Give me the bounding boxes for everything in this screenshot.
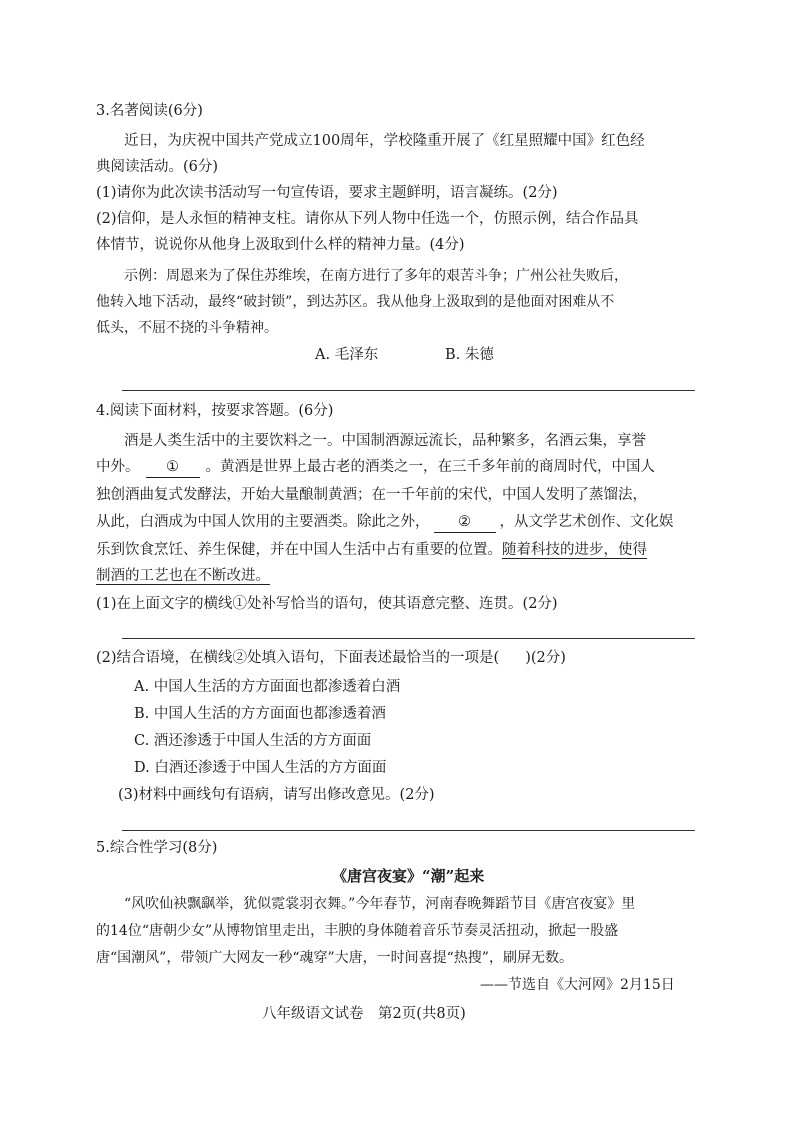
- q5-heading: 5.综合性学习(8分): [96, 840, 218, 856]
- q5-article-line-2: 的14位“唐朝少女”从博物馆里走出，丰腴的身体随着音乐节奏灵活扭动，掀起一股盛: [96, 923, 619, 939]
- q4-sub2: (2)结合语境，在横线②处填入语句，下面表述最恰当的一项是( )(2分): [96, 650, 566, 666]
- q4-sub1: (1)在上面文字的横线①处补写恰当的语句，使其语意完整、连贯。(2分): [96, 596, 558, 612]
- q3-answer-line[interactable]: [122, 390, 695, 391]
- blank-2[interactable]: ②: [434, 512, 496, 533]
- q3-option-a: A. 毛泽东: [315, 347, 379, 363]
- q3-option-b: B. 朱德: [445, 347, 494, 363]
- q3-example-line-1: 示例：周恩来为了保住苏维埃，在南方进行了多年的艰苦斗争；广州公社失败后，: [124, 268, 628, 284]
- q4-passage-line-1: 酒是人类生活中的主要饮料之一。中国制酒源远流长，品种繁多，名酒云集，享誉: [124, 433, 646, 449]
- q4-sub1-answer-line[interactable]: [122, 638, 695, 639]
- underlined-sentence-part-2: 制酒的工艺也在不断改进。: [96, 568, 270, 584]
- q5-article-line-3: 唐“国潮风”，带领广大网友一秒“魂穿”大唐，一时间喜提“热搜”，刷屏无数。: [96, 950, 573, 966]
- q5-article-title: 《唐宫夜宴》“潮”起来: [332, 867, 485, 885]
- blank-1[interactable]: ①: [146, 457, 200, 478]
- q3-intro-line-2: 典阅读活动。(6分): [96, 159, 219, 175]
- q4-choice-c: C. 酒还渗透于中国人生活的方方面面: [134, 733, 372, 749]
- q4-passage-line-2: 中外。 ① 。黄酒是世界上最古老的酒类之一，在三千多年前的商周时代，中国人: [96, 457, 655, 478]
- q4-choice-d: D. 白酒还渗透于中国人生活的方方面面: [134, 760, 387, 776]
- q4-passage-line-4: 从此，白酒成为中国人饮用的主要酒类。除此之外， ② ，从文学艺术创作、文化娱: [96, 512, 674, 533]
- q4-choice-a: A. 中国人生活的方方面面也都渗透着白酒: [134, 679, 401, 695]
- q4-choice-b: B. 中国人生活的方方面面也都渗透着酒: [134, 706, 386, 722]
- q5-source: ——节选自《大河网》2月15日: [480, 977, 675, 993]
- page-footer: 八年级语文试卷 第2页(共8页): [262, 1006, 466, 1022]
- q3-example-line-3: 低头，不屈不挠的斗争精神。: [96, 320, 278, 336]
- q3-sub1: (1)请你为此次读书活动写一句宣传语，要求主题鲜明，语言凝练。(2分): [96, 185, 558, 201]
- underlined-sentence-part-1: 随着科技的进步，使得: [502, 542, 647, 558]
- q4-passage-line-3: 独创酒曲复式发酵法，开始大量酿制黄酒；在一千年前的宋代，中国人发明了蒸馏法，: [96, 487, 647, 503]
- q4-sub3-answer-line[interactable]: [122, 830, 695, 831]
- q4-passage-line-6: [96, 566, 270, 586]
- q3-intro-line-1: 近日，为庆祝中国共产党成立100周年，学校隆重开展了《红星照耀中国》红色经: [124, 133, 645, 149]
- q3-heading: 3.名著阅读(6分): [96, 103, 203, 119]
- q4-passage-line-5: 乐到饮食烹饪、养生保健，并在中国人生活中占有重要的位置。随着科技的进步，使得: [96, 542, 647, 558]
- q5-article-line-1: “风吹仙袂飘飖举，犹似霓裳羽衣舞。”今年春节，河南春晚舞蹈节目《唐宫夜宴》里: [124, 896, 636, 912]
- q4-sub3: (3)材料中画线句有语病，请写出修改意见。(2分): [118, 787, 435, 803]
- q3-sub2-line-1: (2)信仰，是人永恒的精神支柱。请你从下列人物中任选一个，仿照示例，结合作品具: [96, 211, 639, 227]
- q3-example-line-2: 他转入地下活动，最终“破封锁”，到达苏区。我从他身上汲取到的是他面对困难从不: [96, 294, 615, 310]
- q4-heading: 4.阅读下面材料，按要求答题。(6分): [96, 403, 334, 419]
- q3-sub2-line-2: 体情节，说说你从他身上汲取到什么样的精神力量。(4分): [96, 237, 465, 253]
